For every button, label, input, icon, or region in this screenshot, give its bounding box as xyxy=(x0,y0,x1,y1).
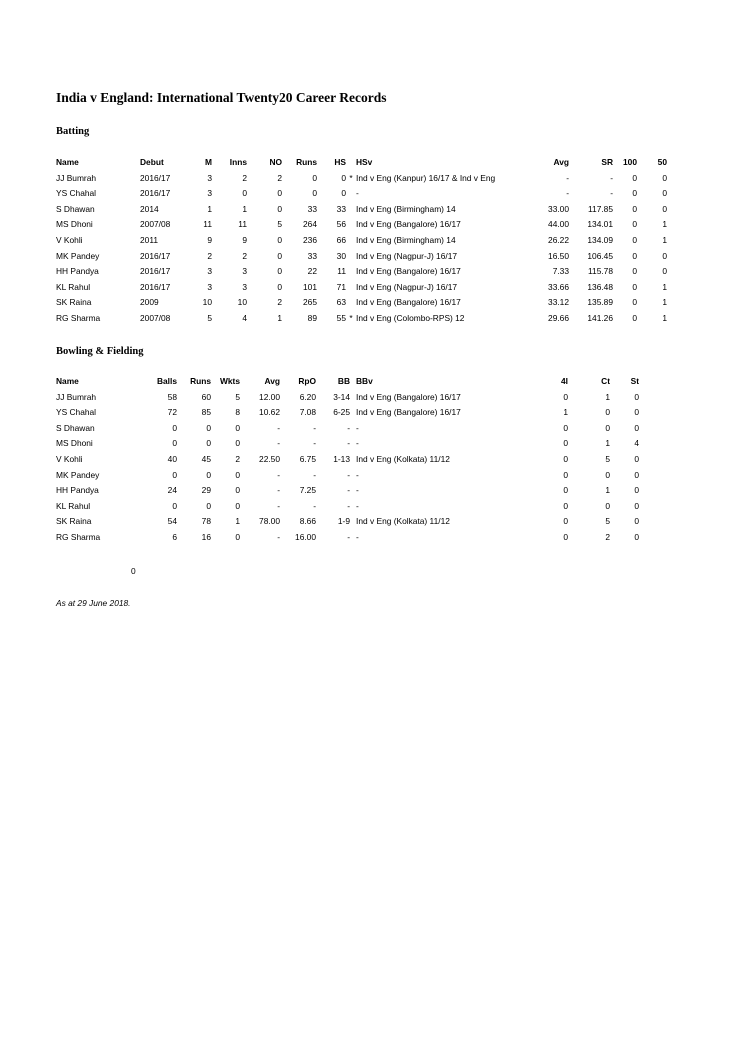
average: 33.12 xyxy=(548,297,569,308)
col-hundreds: 100 xyxy=(623,157,637,167)
best-bowling: - xyxy=(347,485,350,496)
innings: 1 xyxy=(242,203,247,214)
hundreds: 0 xyxy=(632,219,637,230)
runs: 85 xyxy=(201,407,211,418)
not-outs: 5 xyxy=(277,219,282,230)
high-score: 63 xyxy=(336,297,346,308)
fifties: 1 xyxy=(662,219,667,230)
player-name: JJ Bumrah xyxy=(56,172,97,183)
innings: 11 xyxy=(238,219,247,230)
col-fifties: 50 xyxy=(657,157,667,167)
player-name: S Dhawan xyxy=(56,422,95,433)
not-outs: 0 xyxy=(277,188,282,199)
runs: 33 xyxy=(307,250,317,261)
not-out-marker xyxy=(346,217,356,233)
runs: 45 xyxy=(201,453,211,464)
four-wickets: 0 xyxy=(563,500,568,511)
four-wickets: 0 xyxy=(563,391,568,402)
hundreds: 0 xyxy=(632,250,637,261)
runs-per-over: 6.20 xyxy=(299,391,316,402)
strike-rate: 106.45 xyxy=(587,250,613,261)
average: 29.66 xyxy=(548,312,569,323)
stumpings: 0 xyxy=(634,469,639,480)
four-wickets: 0 xyxy=(563,453,568,464)
balls: 0 xyxy=(172,438,177,449)
average: 10.62 xyxy=(259,407,280,418)
average: - xyxy=(277,500,280,511)
runs-per-over: - xyxy=(313,422,316,433)
wickets: 0 xyxy=(235,500,240,511)
runs: 89 xyxy=(307,312,317,323)
average: 44.00 xyxy=(548,219,569,230)
balls: 40 xyxy=(167,453,177,464)
matches: 3 xyxy=(207,266,212,277)
page-title: India v England: International Twenty20 Career Records xyxy=(56,90,387,105)
bb-venue: - xyxy=(356,469,359,480)
innings: 4 xyxy=(242,312,247,323)
runs: 29 xyxy=(201,485,211,496)
player-name: KL Rahul xyxy=(56,500,91,511)
bowling-row xyxy=(56,514,639,530)
best-bowling: 3-14 xyxy=(333,391,350,402)
col-name: Name xyxy=(56,376,79,386)
average: - xyxy=(277,531,280,542)
balls: 54 xyxy=(167,516,177,527)
four-wickets: 1 xyxy=(563,407,568,418)
runs: 0 xyxy=(206,422,211,433)
best-bowling: 1-13 xyxy=(333,453,350,464)
strike-rate: 141.26 xyxy=(587,312,613,323)
stumpings: 4 xyxy=(634,438,639,449)
hs-venue: Ind v Eng (Bangalore) 16/17 xyxy=(356,266,461,277)
matches: 9 xyxy=(207,234,212,245)
catches: 0 xyxy=(605,422,610,433)
col-high-score: HS xyxy=(334,157,346,167)
stray-value: 0 xyxy=(131,566,136,576)
runs-per-over: 7.08 xyxy=(299,407,316,418)
batting-row xyxy=(56,264,667,280)
fifties: 1 xyxy=(662,297,667,308)
hundreds: 0 xyxy=(632,172,637,183)
not-out-marker: * xyxy=(349,172,353,183)
col-balls: Balls xyxy=(156,376,177,386)
best-bowling: - xyxy=(347,438,350,449)
best-bowling: - xyxy=(347,469,350,480)
hs-venue: - xyxy=(356,188,359,199)
col-bb-venue: BBv xyxy=(356,376,373,386)
strike-rate: 134.09 xyxy=(587,234,613,245)
batting-row xyxy=(56,233,667,249)
batting-row xyxy=(56,280,667,296)
batting-table xyxy=(56,155,667,327)
wickets: 5 xyxy=(235,391,240,402)
not-outs: 2 xyxy=(277,172,282,183)
wickets: 1 xyxy=(235,516,240,527)
col-strike-rate: SR xyxy=(601,157,613,167)
hundreds: 0 xyxy=(632,234,637,245)
runs-per-over: 8.66 xyxy=(299,516,316,527)
runs-per-over: - xyxy=(313,500,316,511)
high-score: 0 xyxy=(341,172,346,183)
runs: 101 xyxy=(303,281,317,292)
catches: 0 xyxy=(605,407,610,418)
col-debut: Debut xyxy=(140,157,164,167)
balls: 72 xyxy=(167,407,177,418)
not-outs: 0 xyxy=(277,281,282,292)
not-out-marker xyxy=(346,186,356,202)
innings: 9 xyxy=(242,234,247,245)
innings: 3 xyxy=(242,281,247,292)
player-name: KL Rahul xyxy=(56,281,91,292)
innings: 2 xyxy=(242,172,247,183)
innings: 2 xyxy=(242,250,247,261)
bb-venue: Ind v Eng (Bangalore) 16/17 xyxy=(356,407,461,418)
col-name: Name xyxy=(56,157,79,167)
not-out-marker xyxy=(346,264,356,280)
matches: 10 xyxy=(202,297,212,308)
bb-venue: - xyxy=(356,500,359,511)
wickets: 0 xyxy=(235,469,240,480)
strike-rate: 135.89 xyxy=(587,297,613,308)
col-average: Avg xyxy=(553,157,569,167)
bowling-row xyxy=(56,499,639,515)
col-matches: M xyxy=(205,157,212,167)
debut: 2011 xyxy=(140,234,159,245)
not-out-marker xyxy=(346,249,356,265)
catches: 2 xyxy=(605,531,610,542)
batting-row xyxy=(56,249,667,265)
runs: 16 xyxy=(201,531,211,542)
wickets: 8 xyxy=(235,407,240,418)
player-name: YS Chahal xyxy=(56,407,97,418)
matches: 2 xyxy=(207,250,212,261)
average: - xyxy=(277,469,280,480)
balls: 24 xyxy=(167,485,177,496)
runs-per-over: - xyxy=(313,438,316,449)
average: - xyxy=(566,188,569,199)
runs-per-over: 16.00 xyxy=(295,531,316,542)
wickets: 0 xyxy=(235,531,240,542)
innings: 10 xyxy=(237,297,247,308)
innings: 0 xyxy=(242,188,247,199)
average: 16.50 xyxy=(548,250,569,261)
runs: 78 xyxy=(201,516,211,527)
bowling-row xyxy=(56,452,639,468)
hundreds: 0 xyxy=(632,266,637,277)
player-name: MS Dhoni xyxy=(56,219,93,230)
hs-venue: Ind v Eng (Colombo-RPS) 12 xyxy=(356,312,465,323)
player-name: YS Chahal xyxy=(56,188,97,199)
bb-venue: Ind v Eng (Bangalore) 16/17 xyxy=(356,391,461,402)
matches: 3 xyxy=(207,281,212,292)
strike-rate: 134.01 xyxy=(587,219,613,230)
player-name: MK Pandey xyxy=(56,469,100,480)
hs-venue: Ind v Eng (Nagpur-J) 16/17 xyxy=(356,281,458,292)
runs: 0 xyxy=(206,500,211,511)
stumpings: 0 xyxy=(634,531,639,542)
bowling-header-row xyxy=(56,374,639,390)
runs: 236 xyxy=(303,234,317,245)
bb-venue: - xyxy=(356,422,359,433)
not-outs: 0 xyxy=(277,266,282,277)
fifties: 1 xyxy=(662,312,667,323)
best-bowling: - xyxy=(347,531,350,542)
average: 7.33 xyxy=(552,266,569,277)
best-bowling: - xyxy=(347,500,350,511)
not-outs: 1 xyxy=(277,312,282,323)
bowling-row xyxy=(56,390,639,406)
bowling-row xyxy=(56,436,639,452)
col-runs: Runs xyxy=(296,157,317,167)
batting-header-row xyxy=(56,155,667,171)
not-outs: 0 xyxy=(277,234,282,245)
batting-row xyxy=(56,186,667,202)
catches: 1 xyxy=(605,485,610,496)
matches: 11 xyxy=(203,219,212,230)
hs-venue: Ind v Eng (Birmingham) 14 xyxy=(356,234,456,245)
debut: 2016/17 xyxy=(140,188,171,199)
runs-per-over: 6.75 xyxy=(299,453,316,464)
average: - xyxy=(277,422,280,433)
best-bowling: 6-25 xyxy=(333,407,350,418)
wickets: 0 xyxy=(235,438,240,449)
not-out-marker xyxy=(346,280,356,296)
fifties: 0 xyxy=(662,203,667,214)
player-name: RG Sharma xyxy=(56,312,101,323)
high-score: 55 xyxy=(336,312,346,323)
col-stumpings: St xyxy=(630,376,639,386)
hs-venue: Ind v Eng (Bangalore) 16/17 xyxy=(356,219,461,230)
average: - xyxy=(277,438,280,449)
strike-rate: - xyxy=(610,188,613,199)
player-name: RG Sharma xyxy=(56,531,101,542)
bowling-row xyxy=(56,468,639,484)
matches: 3 xyxy=(207,188,212,199)
runs: 22 xyxy=(307,266,317,277)
average: 33.66 xyxy=(548,281,569,292)
catches: 0 xyxy=(605,469,610,480)
debut: 2007/08 xyxy=(140,219,171,230)
matches: 5 xyxy=(207,312,212,323)
four-wickets: 0 xyxy=(563,485,568,496)
catches: 5 xyxy=(605,516,610,527)
balls: 0 xyxy=(172,422,177,433)
fifties: 0 xyxy=(662,172,667,183)
high-score: 71 xyxy=(336,281,346,292)
catches: 1 xyxy=(605,438,610,449)
four-wickets: 0 xyxy=(563,422,568,433)
runs-per-over: 7.25 xyxy=(299,485,316,496)
not-out-marker xyxy=(346,295,356,311)
bowling-section-title: Bowling & Fielding xyxy=(56,346,144,357)
player-name: HH Pandya xyxy=(56,266,99,277)
high-score: 33 xyxy=(336,203,346,214)
innings: 3 xyxy=(242,266,247,277)
stumpings: 0 xyxy=(634,391,639,402)
bb-venue: - xyxy=(356,531,359,542)
runs: 0 xyxy=(206,469,211,480)
debut: 2016/17 xyxy=(140,281,171,292)
debut: 2007/08 xyxy=(140,312,171,323)
stumpings: 0 xyxy=(634,422,639,433)
player-name: V Kohli xyxy=(56,234,83,245)
player-name: JJ Bumrah xyxy=(56,391,97,402)
batting-row xyxy=(56,311,667,327)
runs: 33 xyxy=(307,203,317,214)
average: - xyxy=(277,485,280,496)
wickets: 2 xyxy=(235,453,240,464)
runs: 264 xyxy=(303,219,317,230)
fifties: 0 xyxy=(662,250,667,261)
runs: 0 xyxy=(206,438,211,449)
col-runs: Runs xyxy=(190,376,211,386)
bb-venue: Ind v Eng (Kolkata) 11/12 xyxy=(356,516,450,527)
wickets: 0 xyxy=(235,485,240,496)
col-four-wickets: 4I xyxy=(561,376,568,386)
debut: 2014 xyxy=(140,203,159,214)
col-innings: Inns xyxy=(229,157,247,167)
four-wickets: 0 xyxy=(563,531,568,542)
runs-per-over: - xyxy=(313,469,316,480)
player-name: MS Dhoni xyxy=(56,438,93,449)
fifties: 1 xyxy=(662,234,667,245)
average: 33.00 xyxy=(548,203,569,214)
batting-row xyxy=(56,202,667,218)
stumpings: 0 xyxy=(634,516,639,527)
average: 22.50 xyxy=(259,453,280,464)
runs: 265 xyxy=(303,297,317,308)
not-outs: 0 xyxy=(277,250,282,261)
batting-row xyxy=(56,295,667,311)
matches: 1 xyxy=(207,203,212,214)
debut: 2016/17 xyxy=(140,250,171,261)
hs-venue: Ind v Eng (Nagpur-J) 16/17 xyxy=(356,250,458,261)
bowling-row xyxy=(56,483,639,499)
col-hs-venue: HSv xyxy=(356,157,373,167)
not-outs: 2 xyxy=(277,297,282,308)
fifties: 1 xyxy=(662,281,667,292)
strike-rate: 115.78 xyxy=(588,266,613,277)
player-name: MK Pandey xyxy=(56,250,100,261)
balls: 0 xyxy=(172,469,177,480)
col-runs-per-over: RpO xyxy=(298,376,316,386)
hs-venue: Ind v Eng (Bangalore) 16/17 xyxy=(356,297,461,308)
four-wickets: 0 xyxy=(563,469,568,480)
matches: 3 xyxy=(207,172,212,183)
batting-row xyxy=(56,171,667,187)
bb-venue: - xyxy=(356,485,359,496)
hundreds: 0 xyxy=(632,203,637,214)
hundreds: 0 xyxy=(632,297,637,308)
wickets: 0 xyxy=(235,422,240,433)
high-score: 0 xyxy=(341,188,346,199)
bb-venue: Ind v Eng (Kolkata) 11/12 xyxy=(356,453,450,464)
stumpings: 0 xyxy=(634,485,639,496)
hs-venue: Ind v Eng (Kanpur) 16/17 & Ind v Eng xyxy=(356,172,496,183)
average: 78.00 xyxy=(259,516,280,527)
strike-rate: - xyxy=(610,172,613,183)
catches: 0 xyxy=(605,500,610,511)
batting-section-title: Batting xyxy=(56,126,90,137)
col-average: Avg xyxy=(264,376,280,386)
player-name: S Dhawan xyxy=(56,203,95,214)
hundreds: 0 xyxy=(632,188,637,199)
col-best-bowling: BB xyxy=(337,376,350,386)
best-bowling: 1-9 xyxy=(337,516,350,527)
not-out-marker xyxy=(346,202,356,218)
as-at-footnote: As at 29 June 2018. xyxy=(56,598,131,608)
player-name: HH Pandya xyxy=(56,485,99,496)
col-not-outs: NO xyxy=(269,157,282,167)
col-wickets: Wkts xyxy=(219,376,240,386)
best-bowling: - xyxy=(347,422,350,433)
fifties: 0 xyxy=(662,266,667,277)
four-wickets: 0 xyxy=(563,438,568,449)
fifties: 0 xyxy=(662,188,667,199)
hs-venue: Ind v Eng (Birmingham) 14 xyxy=(356,203,456,214)
stumpings: 0 xyxy=(634,407,639,418)
balls: 58 xyxy=(167,391,177,402)
average: - xyxy=(566,172,569,183)
high-score: 30 xyxy=(336,250,346,261)
runs: 0 xyxy=(312,172,317,183)
strike-rate: 117.85 xyxy=(588,203,613,214)
average: 26.22 xyxy=(548,234,569,245)
average: 12.00 xyxy=(259,391,280,402)
stumpings: 0 xyxy=(634,453,639,464)
bowling-row xyxy=(56,530,639,546)
four-wickets: 0 xyxy=(563,516,568,527)
runs: 60 xyxy=(201,391,211,402)
player-name: V Kohli xyxy=(56,453,83,464)
stumpings: 0 xyxy=(634,500,639,511)
debut: 2016/17 xyxy=(140,172,171,183)
not-outs: 0 xyxy=(277,203,282,214)
not-out-marker: * xyxy=(349,312,353,323)
runs: 0 xyxy=(312,188,317,199)
bb-venue: - xyxy=(356,438,359,449)
strike-rate: 136.48 xyxy=(587,281,613,292)
high-score: 56 xyxy=(336,219,346,230)
player-name: SK Raina xyxy=(56,297,92,308)
bowling-row xyxy=(56,405,639,421)
bowling-table xyxy=(56,374,639,546)
balls: 6 xyxy=(172,531,177,542)
balls: 0 xyxy=(172,500,177,511)
high-score: 66 xyxy=(336,234,346,245)
bowling-row xyxy=(56,421,639,437)
batting-row xyxy=(56,217,667,233)
col-catches: Ct xyxy=(601,376,610,386)
hundreds: 0 xyxy=(632,312,637,323)
not-out-marker xyxy=(346,233,356,249)
player-name: SK Raina xyxy=(56,516,92,527)
debut: 2016/17 xyxy=(140,266,171,277)
catches: 1 xyxy=(605,391,610,402)
debut: 2009 xyxy=(140,297,159,308)
high-score: 11 xyxy=(337,266,346,277)
catches: 5 xyxy=(605,453,610,464)
hundreds: 0 xyxy=(632,281,637,292)
